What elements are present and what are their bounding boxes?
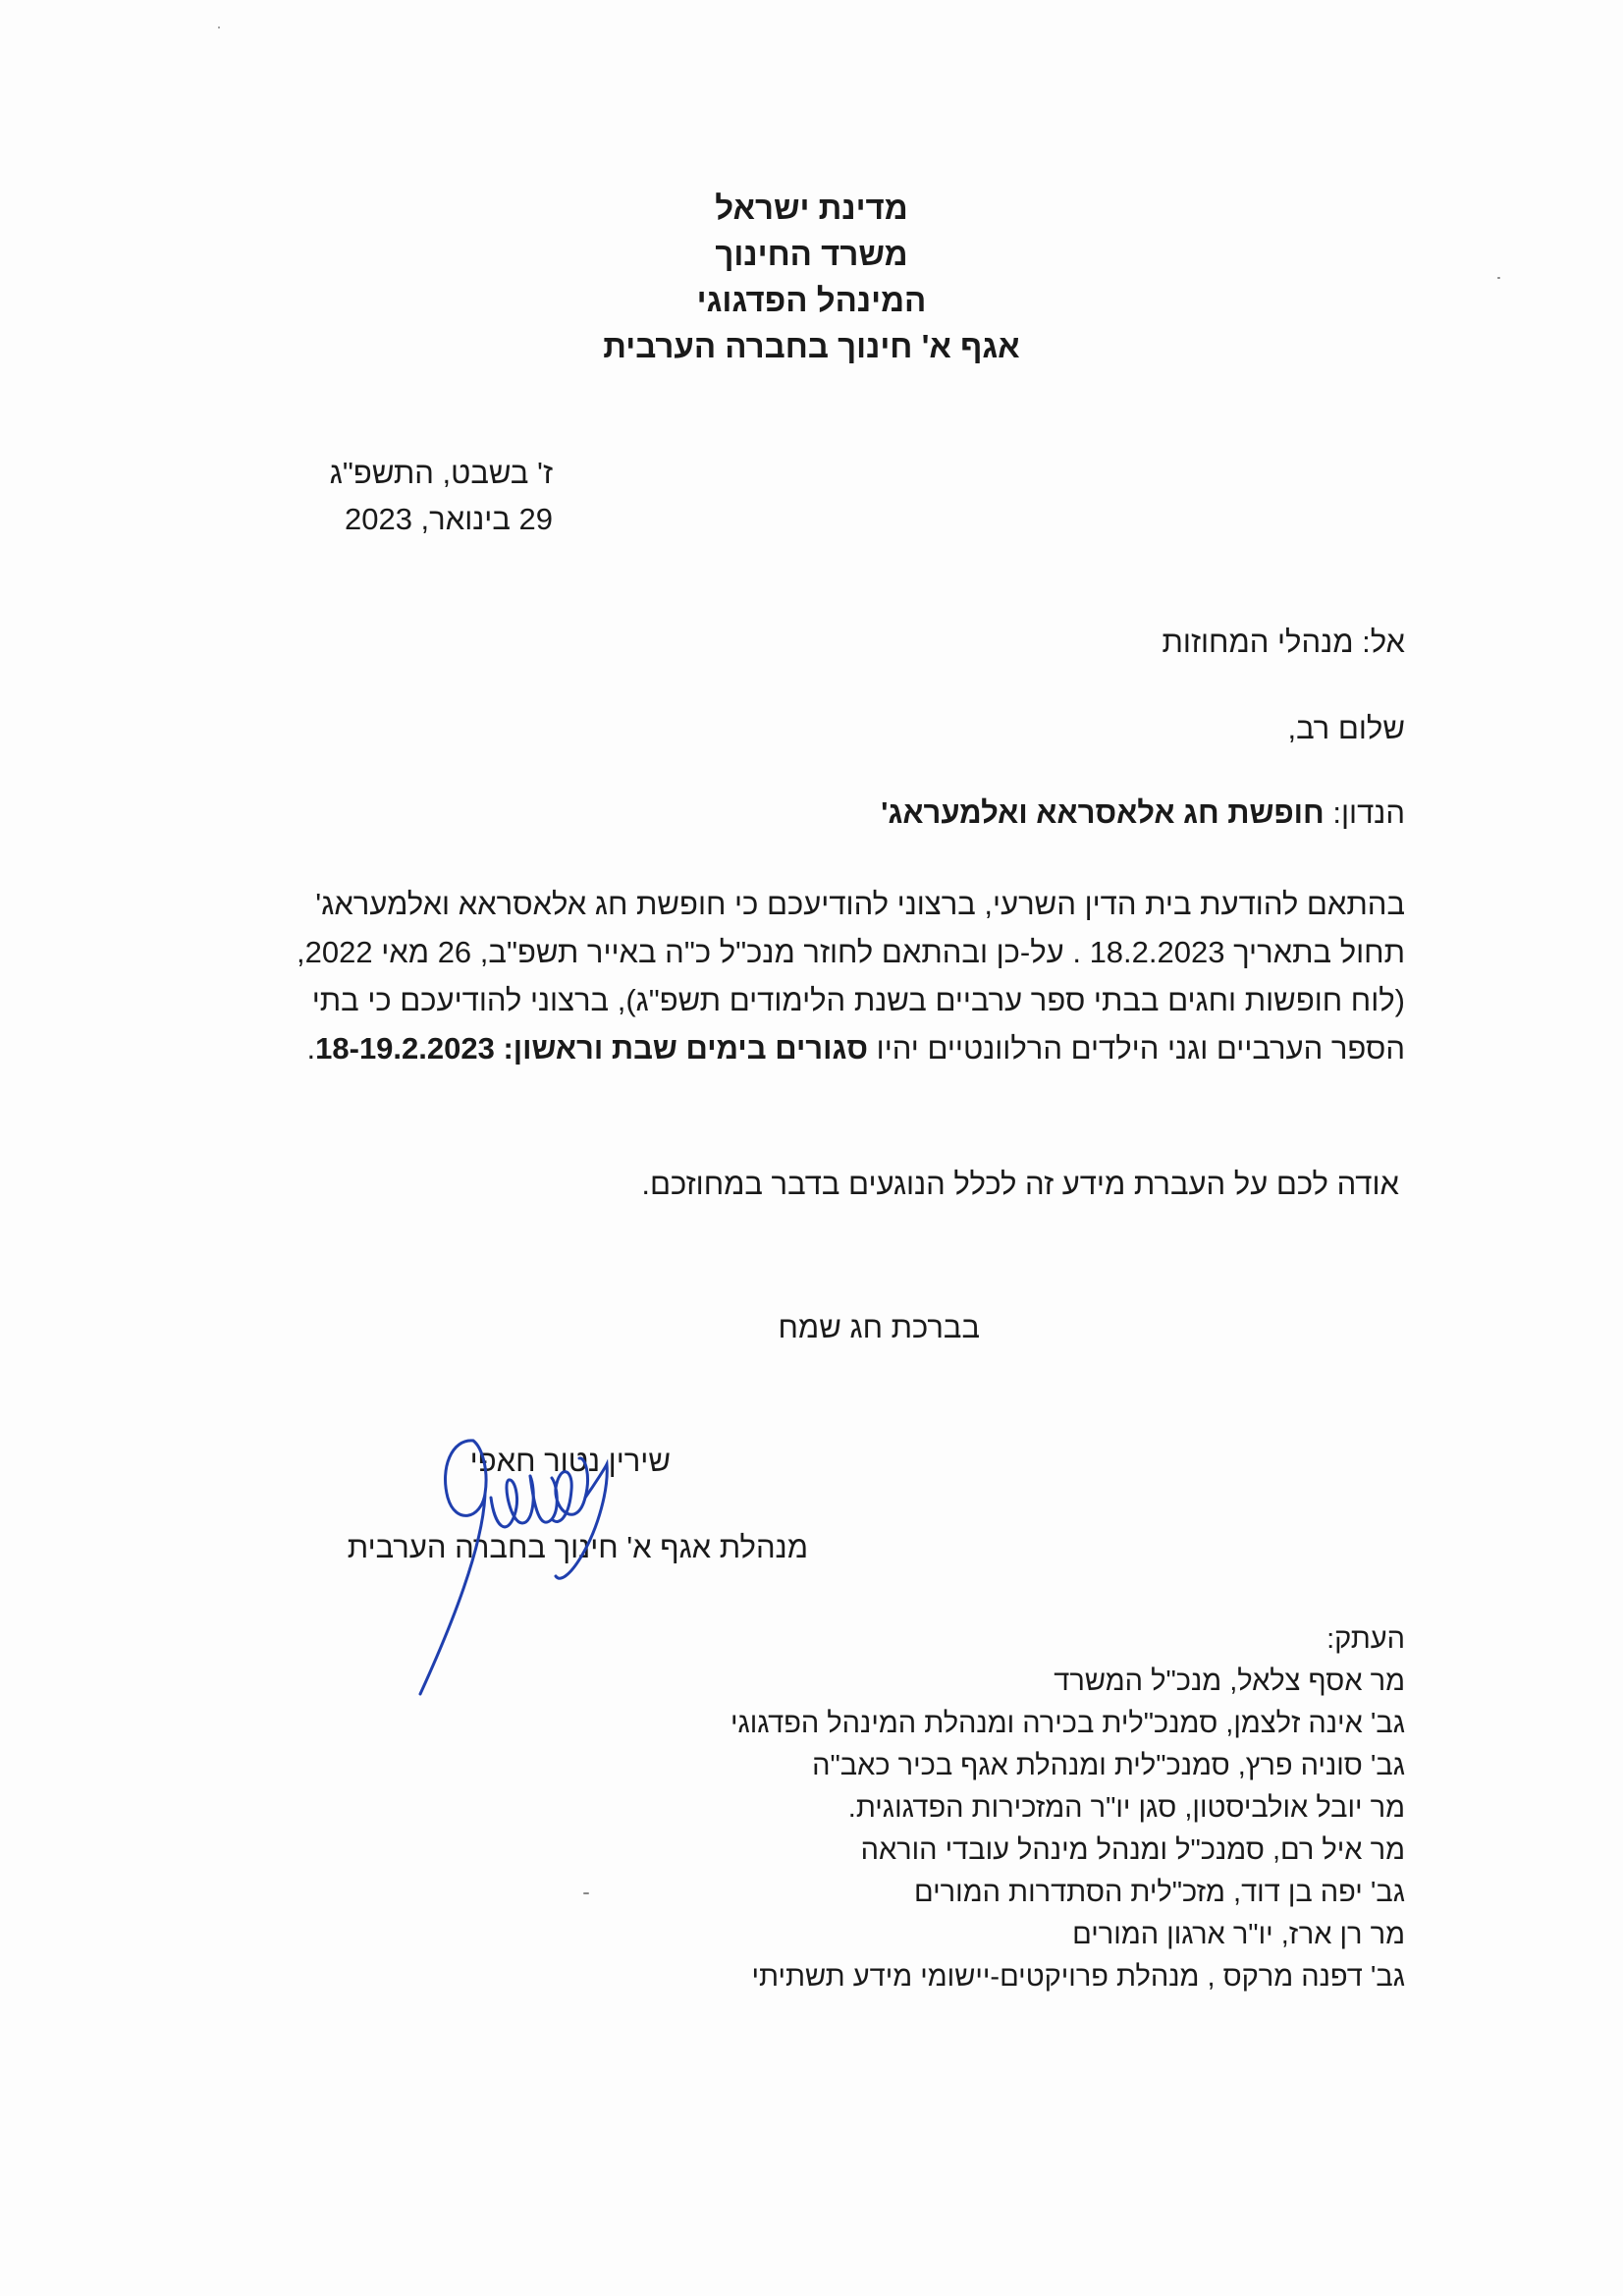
copy-recipient: גב' יפה בן דוד, מזכ"לית הסתדרות המורים (914, 1877, 1405, 1908)
body-line-end: . (306, 1031, 316, 1066)
signatory-title: מנהלת אגף א' חינוך בחברה הערבית (347, 1530, 808, 1564)
body-line-start: הספר הערביים וגני הילדים הרלוונטיים יהיו (868, 1031, 1405, 1066)
letterhead-state: מדינת ישראל (715, 190, 908, 226)
copy-recipient: מר איל רם, סמנכ"ל ומנהל מינהל עובדי הוראה (860, 1834, 1405, 1866)
subject-line (881, 795, 1405, 831)
recipient-line: אל: מנהלי המחוזות (1162, 625, 1405, 659)
letterhead (0, 185, 1623, 369)
gregorian-date: 29 בינואר, 2023 (344, 502, 553, 536)
closure-dates-bold: סגורים בימים שבת וראשון: 18-19.2.2023 (315, 1031, 869, 1066)
copy-list (730, 1618, 1405, 1998)
subject-label: הנדון: (1332, 795, 1405, 830)
hebrew-date: ז' בשבט, התשפ"ג (329, 456, 553, 490)
copy-recipient: מר אסף צלאל, מנכ"ל המשרד (1054, 1666, 1405, 1697)
copy-label: העתק: (1326, 1623, 1405, 1655)
date-block (330, 450, 553, 542)
letterhead-administration: המינהל הפדגוגי (696, 282, 927, 318)
copy-recipient: מר רן ארז, יו"ר ארגון המורים (1072, 1919, 1405, 1950)
copy-recipient: גב' אינה זלצמן, סמנכ"לית בכירה ומנהלת המינהל הפדגוגי (730, 1708, 1405, 1739)
thanks-line: אודה לכם על העברת מידע זה לכלל הנוגעים בדבר במחוזכם. (641, 1167, 1399, 1201)
scan-speck (583, 1892, 589, 1894)
body-line (266, 1024, 1405, 1072)
closing-blessing: בברכת חג שמח (778, 1310, 980, 1344)
body-line: תחול בתאריך 18.2.2023 . על-כן ובהתאם לחוזר מנכ"ל כ"ה באייר תשפ"ב, 26 מאי 2022, (297, 935, 1405, 969)
scan-speck (218, 27, 220, 28)
body-line: בהתאם להודעת בית הדין השרעי, ברצוני להודיעכם כי חופשת חג אלאסראא ואלמעראג' (315, 887, 1405, 921)
letterhead-ministry: משרד החינוך (715, 236, 908, 272)
body-line: (לוח חופשות וחגים בבתי ספר ערביים בשנת הלימודים תשפ"ג), ברצוני להודיעכם כי בתי (311, 983, 1405, 1017)
body-paragraph (266, 880, 1405, 1072)
letterhead-department: אגף א' חינוך בחברה הערבית (603, 328, 1020, 364)
copy-recipient: מר יובל אולביסטון, סגן יו"ר המזכירות הפדגוגית. (847, 1792, 1405, 1824)
subject-text: חופשת חג אלאסראא ואלמעראג' (881, 795, 1325, 830)
copy-recipient: גב' דפנה מרקס , מנהלת פרויקטים-יישומי מידע תשתיתי (751, 1961, 1405, 1993)
greeting: שלום רב, (1287, 711, 1405, 745)
copy-recipient: גב' סוניה פרץ, סמנכ"לית ומנהלת אגף בכיר כאב"ה (812, 1750, 1405, 1781)
handwritten-signature (412, 1429, 668, 1704)
signatory-name: שירין נטור חאפי (469, 1444, 671, 1478)
scan-speck (1497, 277, 1500, 279)
